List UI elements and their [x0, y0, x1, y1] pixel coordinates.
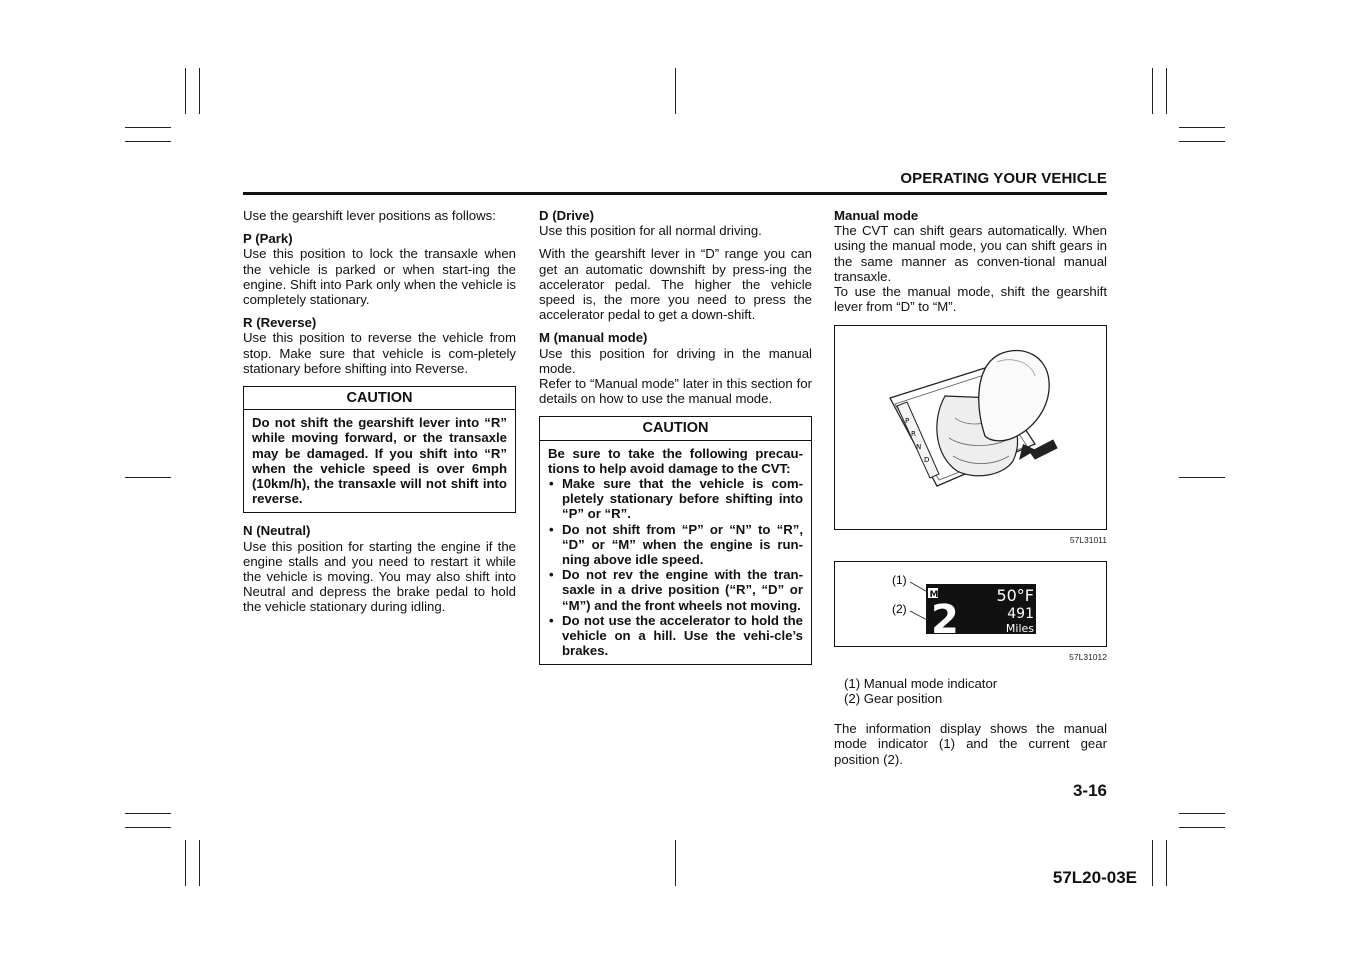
- crop-mark: [1179, 827, 1225, 828]
- reverse-text: Use this position to reverse the vehicle from stop. Make sure that vehicle is com-pletely stationary before shifting into Reverse.: [243, 330, 516, 376]
- display-description: The information display shows the manual mode indicator (1) and the current gear position (2).: [834, 721, 1107, 767]
- caution-box-reverse: [243, 386, 516, 513]
- manual-mode-indicator: M: [929, 589, 939, 600]
- caution-list: [548, 476, 803, 658]
- crop-mark: [675, 840, 676, 886]
- legend-item: (1) Manual mode indicator: [844, 675, 998, 691]
- caution-body: [540, 441, 811, 665]
- callout-1: (1): [892, 572, 907, 587]
- gate-letter-r: R: [911, 430, 916, 439]
- neutral-heading: N (Neutral): [243, 523, 311, 539]
- manual-heading: M (manual mode): [539, 330, 648, 346]
- crop-mark: [1179, 141, 1225, 142]
- crop-mark: [199, 840, 200, 886]
- park-text: Use this position to lock the transaxle when the vehicle is parked or when start-ing the engine. Shift into Park only when the vehicle is completely stationary.: [243, 246, 516, 308]
- temperature-readout: 50°F: [996, 585, 1034, 605]
- caution-intro: Be sure to take the following precau-tions to help avoid damage to the CVT:: [548, 445, 803, 476]
- crop-mark: [675, 68, 676, 114]
- crop-mark: [125, 827, 171, 828]
- gate-letter-p: P: [905, 417, 910, 426]
- information-display-illustration: [834, 561, 1107, 647]
- manual-mode-heading: Manual mode: [834, 208, 919, 223]
- drive-text-2: With the gearshift lever in “D” range you can get an automatic downshift by press-ing the accelerator pedal. The higher the vehicle speed is, the more you need to press the accelerator pedal to get a down-shift.: [539, 246, 812, 323]
- manual-mode-text-2: To use the manual mode, shift the gearshift lever from “D” to “M”.: [834, 284, 1107, 315]
- crop-mark: [1179, 477, 1225, 478]
- caution-item: • Do not use the accelerator to hold the vehicle on a hill. Use the vehi-cle’s brakes.: [548, 613, 803, 659]
- crop-mark: [1152, 68, 1153, 114]
- caution-item: • Do not rev the engine with the tran-saxle in a drive position (“R”, “D” or “M”) and the front wheels not moving.: [548, 567, 803, 613]
- caution-box-cvt: [539, 416, 812, 665]
- drive-text: Use this position for all normal driving.: [539, 223, 762, 239]
- odometer-readout: 491: [1007, 605, 1034, 622]
- caution-title: CAUTION: [540, 417, 811, 440]
- crop-mark: [125, 141, 171, 142]
- crop-mark: [125, 813, 171, 814]
- column-right: [834, 208, 1107, 767]
- intro-text: Use the gearshift lever positions as follows:: [243, 208, 496, 223]
- caution-item: • Make sure that the vehicle is com-pletely stationary before shifting into “P” or “R”.: [548, 476, 803, 522]
- document-code: 57L20-03E: [1052, 868, 1137, 887]
- drive-heading: D (Drive): [539, 208, 594, 223]
- callout-2: (2): [892, 601, 907, 616]
- page-number: 3-16: [1072, 781, 1107, 800]
- crop-mark: [1166, 840, 1167, 886]
- column-left: [243, 208, 516, 615]
- crop-mark: [125, 477, 171, 478]
- manual-text: Use this position for driving in the manual mode.: [539, 345, 812, 376]
- gate-letter-d: D: [924, 456, 930, 465]
- crop-mark: [1152, 840, 1153, 886]
- park-heading: P (Park): [243, 231, 293, 247]
- crop-mark: [199, 68, 200, 114]
- caution-text: Do not shift the gearshift lever into “R” while moving forward, or the transaxle may be damaged. If you shift into “R” when the vehicle speed is over 6mph (10km/h), the transaxle will not shift into reverse.: [252, 415, 507, 507]
- gearshift-illustration: [834, 325, 1107, 530]
- section-title: OPERATING YOUR VEHICLE: [900, 170, 1107, 187]
- legend-item: (2) Gear position: [844, 691, 943, 707]
- odometer-unit: Miles: [1005, 621, 1034, 635]
- figure-code: 57L31012: [1069, 651, 1107, 662]
- crop-mark: [1179, 813, 1225, 814]
- gear-position: 2: [931, 596, 959, 643]
- information-display-drawing: [835, 562, 1106, 646]
- caution-title: CAUTION: [244, 387, 515, 410]
- crop-mark: [125, 127, 171, 128]
- figure-code: 57L31011: [1069, 535, 1107, 546]
- neutral-text: Use this position for starting the engine if the engine stalls and you need to restart it while the vehicle is moving. You may also shift into Neutral and depress the brake pedal to hold the vehicle stationary during idling.: [243, 538, 516, 615]
- caution-item: • Do not shift from “P” or “N” to “R”, “D” or “M” when the engine is run-ning above idle speed.: [548, 522, 803, 568]
- column-middle: [539, 208, 812, 675]
- reverse-heading: R (Reverse): [243, 315, 317, 331]
- crop-mark: [1179, 127, 1225, 128]
- gearshift-lever-drawing: [835, 326, 1106, 529]
- figure-legend: [834, 676, 1107, 706]
- header-rule: [243, 192, 1107, 195]
- manual-mode-text: The CVT can shift gears automatically. When using the manual mode, you can shift gears in the same manner as conven-tional manual transaxle.: [834, 223, 1107, 284]
- crop-mark: [1166, 68, 1167, 114]
- manual-text-2: Refer to “Manual mode” later in this section for details on how to use the manual mode.: [539, 376, 812, 407]
- gate-letter-n: N: [916, 443, 922, 452]
- crop-mark: [185, 840, 186, 886]
- crop-mark: [185, 68, 186, 114]
